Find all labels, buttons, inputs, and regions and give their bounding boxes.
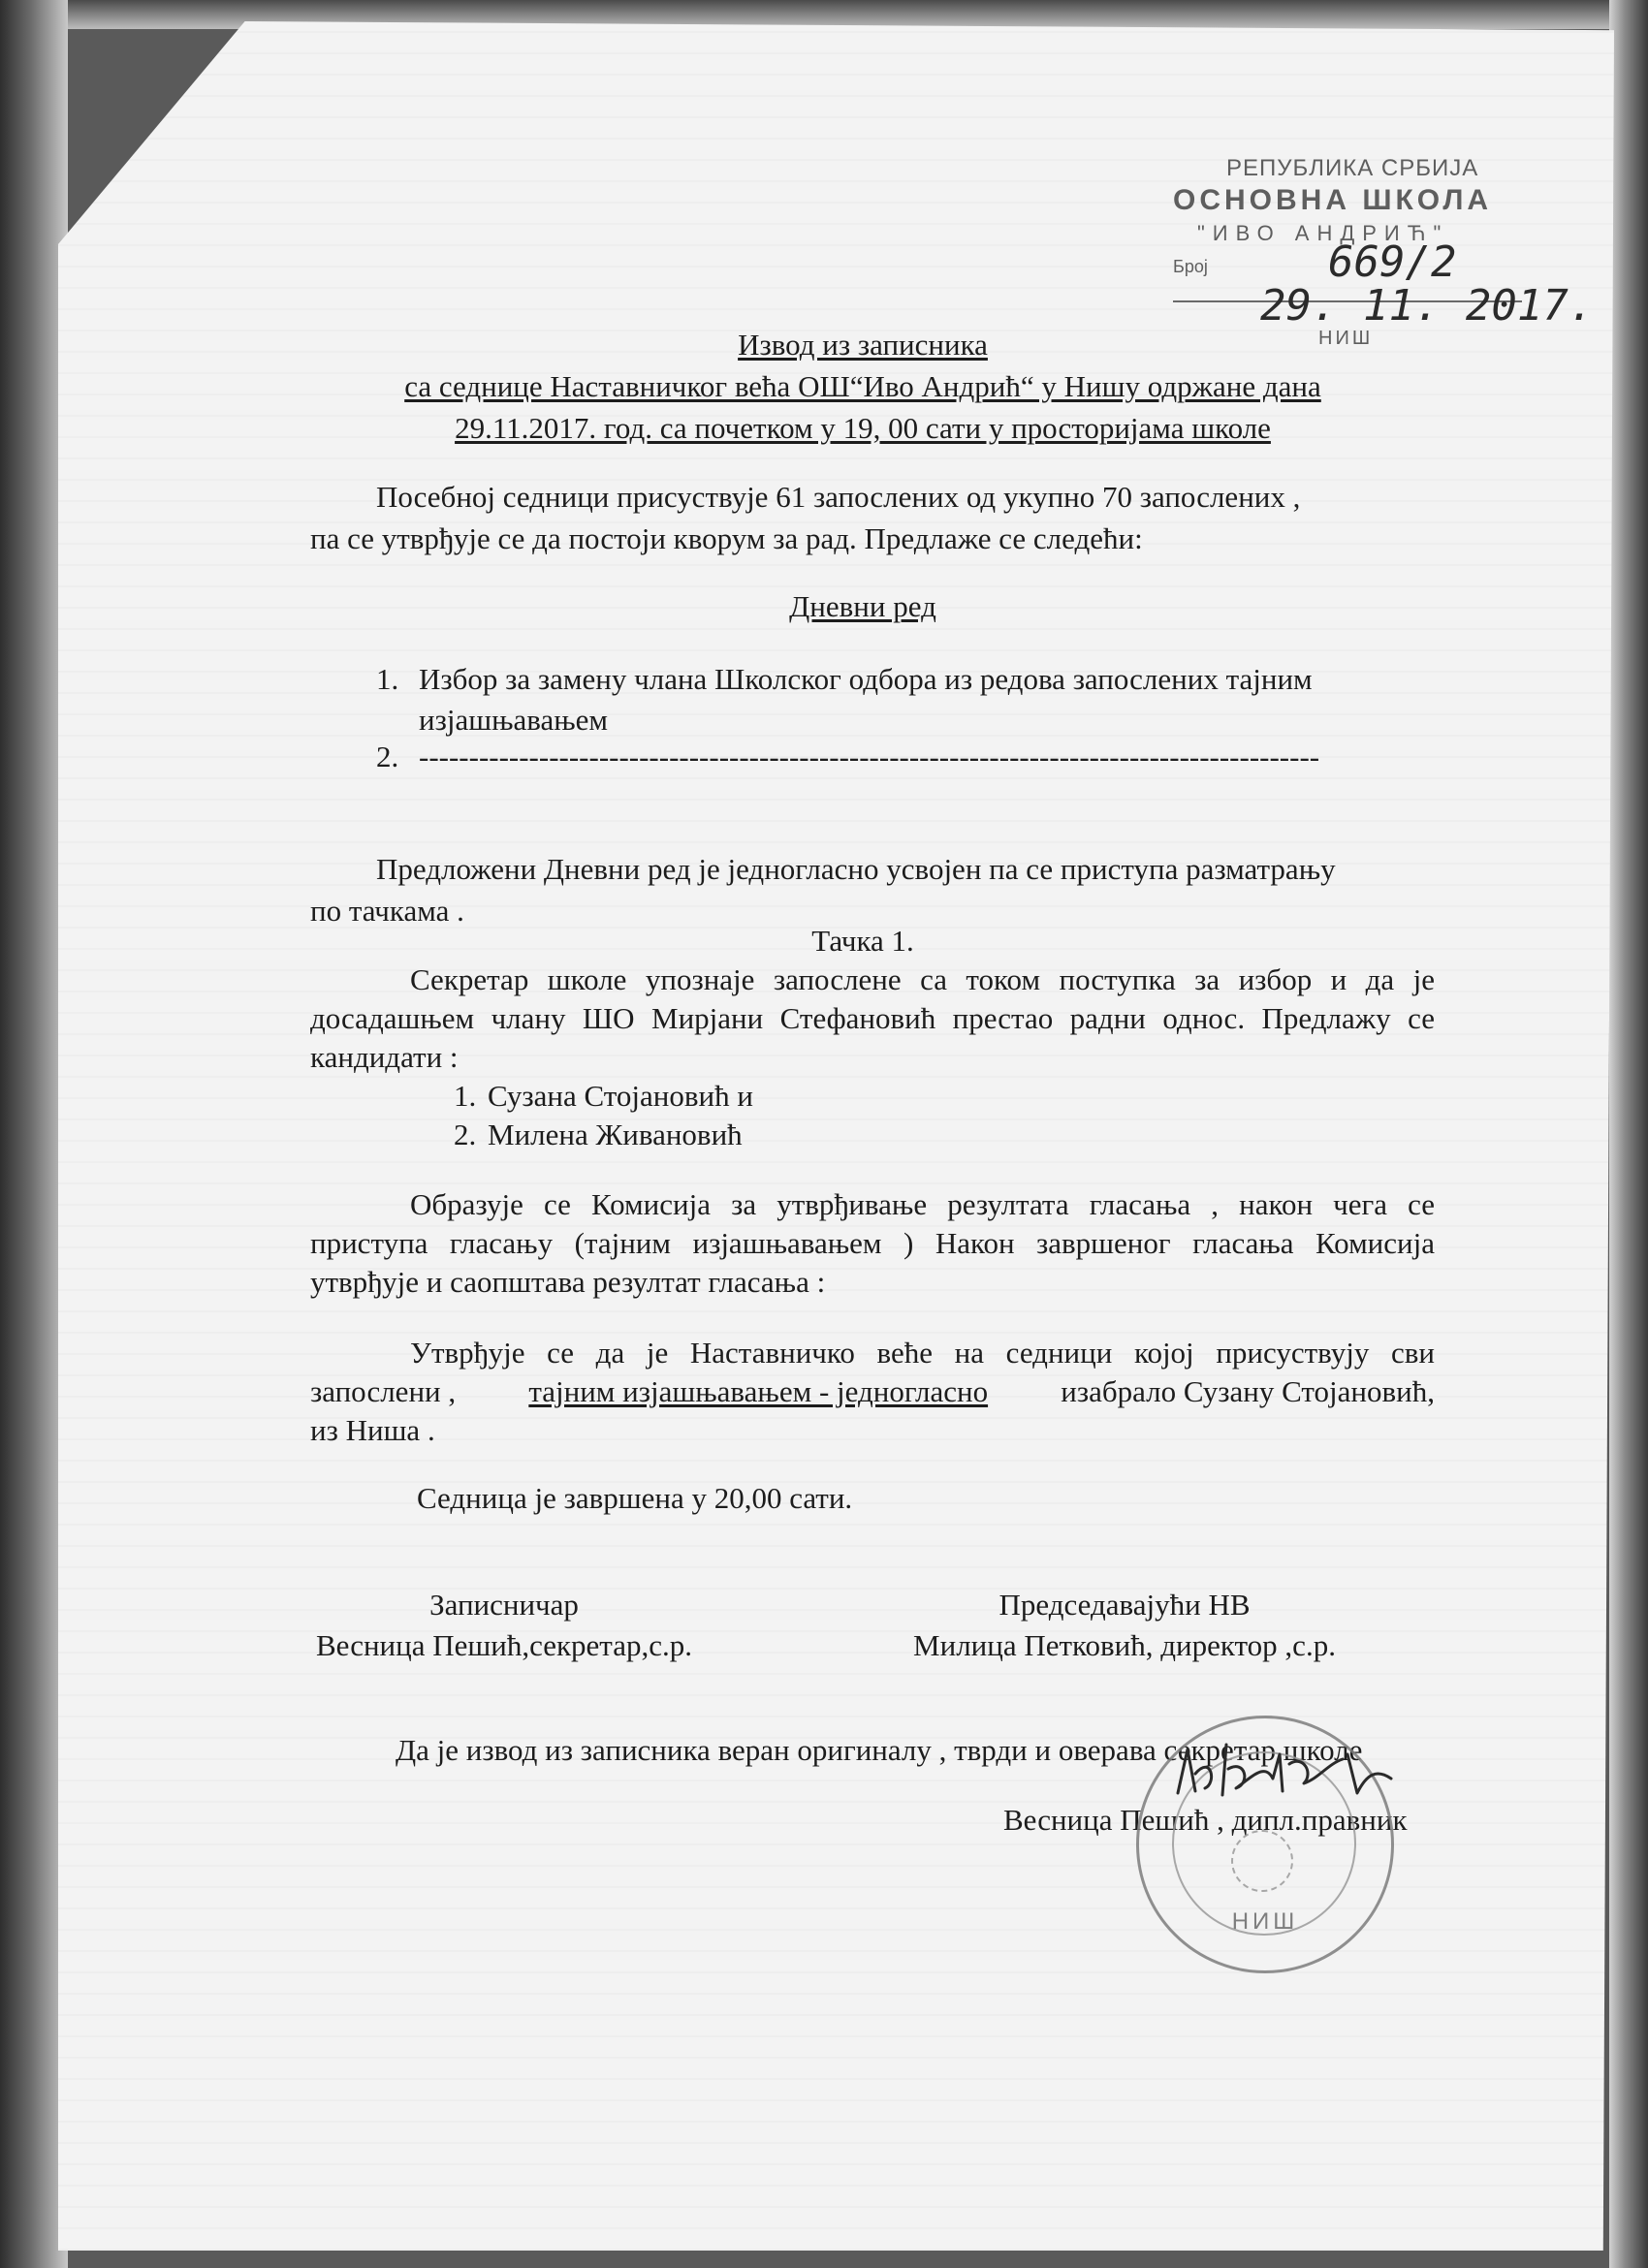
item-1-para-1-line-1: Секретар школе упознаје запослене са током поступка за избор и да је — [410, 962, 1435, 996]
item-1-para-2-line-2: приступа гласању (тајним изјашњавањем ) Након завршеног гласања Комисија — [310, 1226, 1435, 1260]
para-3-underlined-phrase: тајним изјашњавањем - једногласно — [528, 1374, 989, 1408]
stamp-school-name: "ИВО АНДРИЋ" — [1197, 221, 1449, 245]
candidate-2-number: 2. — [454, 1118, 477, 1151]
item-1-para-3-line-3: из Ниша . — [310, 1413, 435, 1447]
adopted-line-1: Предложени Дневни ред је једногласно усвојен па се приступа разматрању — [376, 852, 1336, 886]
agenda-item-1-text-cont: изјашњавањем — [419, 703, 609, 737]
chair-name: Милица Петковић, директор ,с.р. — [913, 1628, 1336, 1662]
recorder-name: Весница Пешић,секретар,с.р. — [315, 1628, 692, 1662]
stamp-city: НИШ — [1318, 328, 1374, 349]
coat-of-arms-icon — [1231, 1830, 1293, 1892]
scan-border-left — [0, 0, 68, 2268]
stamp-registry-number: 669/2 — [1328, 237, 1457, 287]
item-1-para-3-line-2 — [310, 1371, 1435, 1413]
chair-title: Председавајући НВ — [998, 1588, 1251, 1622]
agenda-heading: Дневни ред — [789, 589, 936, 623]
scan-border-right — [1609, 0, 1648, 2268]
para-3-text-a: запослени , — [310, 1374, 457, 1408]
certification-line: Да је извод из записника веран оригиналу , тврди и оверава секретар школе — [396, 1733, 1363, 1767]
title-line-3: 29.11.2017. год. са почетком у 19, 00 сати у просторијама школе — [455, 411, 1271, 445]
item-1-para-2-line-1: Образује се Комисија за утврђивање резултата гласања , након чега се — [410, 1187, 1435, 1221]
agenda-item-2-text: ------------------------------------------------------------------------------------------ — [419, 740, 1320, 773]
intro-line-1: Посебној седници присуствује 61 запослених од укупно 70 запослених , — [376, 480, 1301, 514]
candidate-1-name: Сузана Стојановић и — [488, 1079, 753, 1113]
agenda-item-2-number: 2. — [376, 740, 399, 773]
candidate-1-number: 1. — [454, 1079, 477, 1113]
agenda-item-1-number: 1. — [376, 662, 399, 696]
closing-statement: Седница је завршена у 20,00 сати. — [417, 1481, 853, 1515]
certifier-name: Весница Пешић , дипл.правник — [1003, 1803, 1408, 1837]
item-1-para-3-line-1: Утврђује се да је Наставничко веће на седници којој присуствују сви — [410, 1336, 1435, 1370]
title-line-1: Извод из записника — [738, 328, 988, 362]
candidate-2-name: Милена Живановић — [488, 1118, 743, 1151]
recorder-title: Записничар — [429, 1588, 579, 1622]
item-1-para-2-line-3: утврђује и саопштава резултат гласања : — [310, 1265, 826, 1299]
round-stamp-city: НИШ — [1231, 1908, 1299, 1935]
agenda-item-1-text: Избор за замену члана Школског одбора из редова запослених тајним — [419, 662, 1313, 696]
stamp-republic: РЕПУБЛИКА СРБИЈА — [1226, 155, 1479, 181]
item-1-para-1-line-2: досадашњем члану ШО Мирјани Стефановић престао радни однос. Предлажу се — [310, 1001, 1435, 1035]
item-1-heading: Тачка 1. — [811, 924, 914, 958]
adopted-line-2: по тачкама . — [310, 894, 464, 928]
para-3-text-b: изабрало Сузану Стојановић, — [1061, 1374, 1435, 1408]
handwritten-signature — [1158, 1735, 1410, 1812]
intro-line-2: па се утврђује се да постоји кворум за рад. Предлаже се следећи: — [310, 521, 1143, 555]
stamp-date: 29. 11. 2017. — [1260, 281, 1595, 331]
stamp-number-label: Број — [1173, 257, 1208, 276]
stamp-school-type: ОСНОВНА ШКОЛА — [1173, 184, 1493, 216]
item-1-para-1-line-3: кандидати : — [310, 1040, 459, 1074]
title-line-2: са седнице Наставничког већа ОШ“Иво Андрић“ у Нишу одржане дана — [404, 369, 1321, 403]
